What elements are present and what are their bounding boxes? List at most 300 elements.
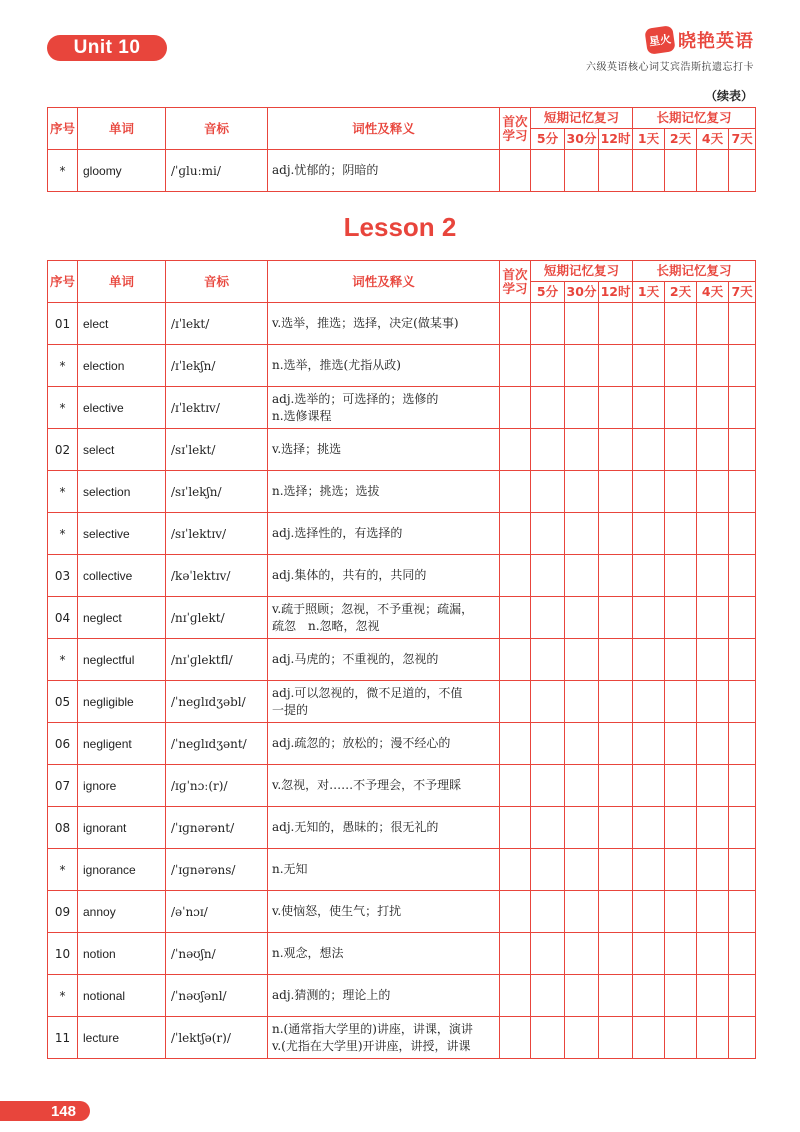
review-checkbox-cell[interactable] <box>531 150 565 192</box>
review-checkbox-cell[interactable] <box>531 597 565 639</box>
row-meaning-line: v.忽视，对……不予理会，不予理睬 <box>272 778 462 792</box>
row-word: negligible <box>78 681 166 723</box>
review-checkbox-cell[interactable] <box>531 555 565 597</box>
brand-subtitle: 六级英语核心词艾宾浩斯抗遗忘打卡 <box>586 62 754 73</box>
review-checkbox-cell[interactable] <box>729 639 756 681</box>
continued-label: （续表） <box>704 89 753 103</box>
row-index: 04 <box>48 597 78 639</box>
review-checkbox-cell[interactable] <box>500 639 531 681</box>
row-meaning-line: adj.可以忽视的，微不足道的，不值 <box>272 685 463 700</box>
review-checkbox-cell[interactable] <box>697 513 729 555</box>
row-phonetic: /ˈlektʃə(r)/ <box>166 1017 268 1059</box>
review-checkbox-cell[interactable] <box>531 933 565 975</box>
header-interval: 12时 <box>599 129 633 150</box>
review-checkbox-cell[interactable] <box>599 891 633 933</box>
review-checkbox-cell[interactable] <box>665 807 697 849</box>
review-checkbox-cell[interactable] <box>565 555 599 597</box>
review-checkbox-cell[interactable] <box>697 345 729 387</box>
row-phonetic: /ɪˈlekt/ <box>166 303 268 345</box>
review-checkbox-cell[interactable] <box>500 387 531 429</box>
review-checkbox-cell[interactable] <box>500 597 531 639</box>
review-checkbox-cell[interactable] <box>697 723 729 765</box>
row-meaning <box>268 387 500 429</box>
row-word: elective <box>78 387 166 429</box>
row-meaning-line: n.选修课程 <box>272 408 332 423</box>
review-checkbox-cell[interactable] <box>697 639 729 681</box>
row-word: election <box>78 345 166 387</box>
review-checkbox-cell[interactable] <box>729 891 756 933</box>
review-checkbox-cell[interactable] <box>697 597 729 639</box>
header-interval: 7天 <box>729 129 756 150</box>
table-row <box>48 387 756 429</box>
review-checkbox-cell[interactable] <box>599 765 633 807</box>
row-index: * <box>48 471 78 513</box>
review-checkbox-cell[interactable] <box>565 849 599 891</box>
header-long-term: 长期记忆复习 <box>633 108 756 129</box>
review-checkbox-cell[interactable] <box>500 723 531 765</box>
row-phonetic: /ˈɪɡnərənt/ <box>166 807 268 849</box>
review-checkbox-cell[interactable] <box>599 150 633 192</box>
table-row <box>48 975 756 1017</box>
review-checkbox-cell[interactable] <box>633 387 665 429</box>
review-checkbox-cell[interactable] <box>665 849 697 891</box>
header-interval: 7天 <box>729 282 756 303</box>
row-phonetic: /ɪˈlekʃn/ <box>166 345 268 387</box>
row-phonetic: /sɪˈlektɪv/ <box>166 513 268 555</box>
row-meaning-line: adj.马虎的；不重视的，忽视的 <box>272 652 439 666</box>
row-phonetic: /kəˈlektɪv/ <box>166 555 268 597</box>
row-meaning-line: adj.集体的，共有的，共同的 <box>272 568 427 582</box>
row-word: collective <box>78 555 166 597</box>
review-checkbox-cell[interactable] <box>531 639 565 681</box>
review-checkbox-cell[interactable] <box>531 303 565 345</box>
header-interval: 4天 <box>697 129 729 150</box>
row-index: 05 <box>48 681 78 723</box>
review-checkbox-cell[interactable] <box>599 429 633 471</box>
row-word: selective <box>78 513 166 555</box>
review-checkbox-cell[interactable] <box>729 849 756 891</box>
row-word: neglectful <box>78 639 166 681</box>
review-checkbox-cell[interactable] <box>697 681 729 723</box>
review-checkbox-cell[interactable] <box>500 765 531 807</box>
review-checkbox-cell[interactable] <box>531 471 565 513</box>
review-checkbox-cell[interactable] <box>633 975 665 1017</box>
review-checkbox-cell[interactable] <box>565 387 599 429</box>
row-index: 07 <box>48 765 78 807</box>
row-phonetic: /ɪˈlektɪv/ <box>166 387 268 429</box>
row-index: 02 <box>48 429 78 471</box>
row-phonetic: /ɪɡˈnɔː(r)/ <box>166 765 268 807</box>
review-checkbox-cell[interactable] <box>633 513 665 555</box>
row-word: lecture <box>78 1017 166 1059</box>
row-word: ignore <box>78 765 166 807</box>
review-checkbox-cell[interactable] <box>531 1017 565 1059</box>
review-checkbox-cell[interactable] <box>633 555 665 597</box>
row-meaning <box>268 681 500 723</box>
header-interval: 2天 <box>665 282 697 303</box>
header-meaning: 词性及释义 <box>268 108 500 150</box>
header-phonetic: 音标 <box>166 261 268 303</box>
review-checkbox-cell[interactable] <box>633 303 665 345</box>
table-row <box>48 723 756 765</box>
row-meaning-line: v.(尤指在大学里)开讲座，讲授，讲课 <box>272 1038 471 1053</box>
review-checkbox-cell[interactable] <box>729 807 756 849</box>
row-index: 09 <box>48 891 78 933</box>
review-checkbox-cell[interactable] <box>697 975 729 1017</box>
row-word: annoy <box>78 891 166 933</box>
row-phonetic: /ˈɪɡnərəns/ <box>166 849 268 891</box>
review-checkbox-cell[interactable] <box>633 807 665 849</box>
review-checkbox-cell[interactable] <box>633 1017 665 1059</box>
review-checkbox-cell[interactable] <box>565 891 599 933</box>
table-row <box>48 807 756 849</box>
review-checkbox-cell[interactable] <box>500 681 531 723</box>
row-phonetic: /sɪˈlekʃn/ <box>166 471 268 513</box>
review-checkbox-cell[interactable] <box>729 513 756 555</box>
review-checkbox-cell[interactable] <box>665 555 697 597</box>
review-checkbox-cell[interactable] <box>500 975 531 1017</box>
table-row <box>48 513 756 555</box>
table-row <box>48 597 756 639</box>
review-checkbox-cell[interactable] <box>697 555 729 597</box>
review-checkbox-cell[interactable] <box>729 471 756 513</box>
review-checkbox-cell[interactable] <box>729 975 756 1017</box>
review-checkbox-cell[interactable] <box>697 429 729 471</box>
row-word: negligent <box>78 723 166 765</box>
row-word: selection <box>78 471 166 513</box>
header-interval: 5分 <box>531 282 565 303</box>
row-phonetic: /ˈneɡlɪdʒənt/ <box>166 723 268 765</box>
review-checkbox-cell[interactable] <box>729 1017 756 1059</box>
review-checkbox-cell[interactable] <box>633 765 665 807</box>
lesson-vocab-table <box>47 260 756 1059</box>
row-meaning-line: adj.忧郁的；阴暗的 <box>272 163 379 177</box>
review-checkbox-cell[interactable] <box>665 639 697 681</box>
row-meaning-line: adj.猜测的；理论上的 <box>272 988 391 1002</box>
review-checkbox-cell[interactable] <box>531 513 565 555</box>
review-checkbox-cell[interactable] <box>565 303 599 345</box>
brand-header <box>586 27 754 73</box>
header-first-study: 首次学习 <box>500 108 531 150</box>
row-meaning <box>268 345 500 387</box>
review-checkbox-cell[interactable] <box>500 303 531 345</box>
table-row <box>48 1017 756 1059</box>
review-checkbox-cell[interactable] <box>665 1017 697 1059</box>
row-meaning-line: adj.无知的，愚昧的；很无礼的 <box>272 820 439 834</box>
row-phonetic: /nɪˈɡlekt/ <box>166 597 268 639</box>
review-checkbox-cell[interactable] <box>599 975 633 1017</box>
row-meaning-line: n.(通常指大学里的)讲座，讲课，演讲 <box>272 1021 473 1036</box>
table-header-row <box>48 261 756 282</box>
review-checkbox-cell[interactable] <box>697 150 729 192</box>
review-checkbox-cell[interactable] <box>531 429 565 471</box>
review-checkbox-cell[interactable] <box>500 891 531 933</box>
review-checkbox-cell[interactable] <box>565 807 599 849</box>
table-row <box>48 471 756 513</box>
row-meaning <box>268 555 500 597</box>
review-checkbox-cell[interactable] <box>633 639 665 681</box>
review-checkbox-cell[interactable] <box>500 933 531 975</box>
row-meaning <box>268 513 500 555</box>
row-meaning-line: n.选择；挑选；选拔 <box>272 484 380 498</box>
review-checkbox-cell[interactable] <box>729 765 756 807</box>
review-checkbox-cell[interactable] <box>599 345 633 387</box>
brand-name: 晓艳英语 <box>678 31 754 52</box>
row-phonetic: /nɪˈɡlektfl/ <box>166 639 268 681</box>
header-index: 序号 <box>48 261 78 303</box>
review-checkbox-cell[interactable] <box>697 849 729 891</box>
review-checkbox-cell[interactable] <box>697 891 729 933</box>
review-checkbox-cell[interactable] <box>500 555 531 597</box>
review-checkbox-cell[interactable] <box>729 150 756 192</box>
row-meaning-line: adj.选举的；可选择的；选修的 <box>272 391 439 406</box>
review-checkbox-cell[interactable] <box>599 555 633 597</box>
row-meaning-line: v.使恼怒，使生气；打扰 <box>272 904 402 918</box>
row-word: notion <box>78 933 166 975</box>
review-checkbox-cell[interactable] <box>665 429 697 471</box>
header-interval: 2天 <box>665 129 697 150</box>
table-row <box>48 681 756 723</box>
review-checkbox-cell[interactable] <box>565 150 599 192</box>
review-checkbox-cell[interactable] <box>599 639 633 681</box>
review-checkbox-cell[interactable] <box>697 387 729 429</box>
table-row <box>48 891 756 933</box>
header-interval: 30分 <box>565 282 599 303</box>
review-checkbox-cell[interactable] <box>665 513 697 555</box>
review-checkbox-cell[interactable] <box>633 933 665 975</box>
review-checkbox-cell[interactable] <box>665 150 697 192</box>
review-checkbox-cell[interactable] <box>500 513 531 555</box>
row-word: elect <box>78 303 166 345</box>
review-checkbox-cell[interactable] <box>729 429 756 471</box>
row-meaning <box>268 807 500 849</box>
row-meaning-line: v.选择；挑选 <box>272 442 342 456</box>
row-meaning-line: n.无知 <box>272 862 308 876</box>
review-checkbox-cell[interactable] <box>729 387 756 429</box>
table-row <box>48 639 756 681</box>
header-interval: 12时 <box>599 282 633 303</box>
review-checkbox-cell[interactable] <box>599 723 633 765</box>
row-index: 11 <box>48 1017 78 1059</box>
unit-badge: Unit 10 <box>47 35 167 61</box>
header-short-term: 短期记忆复习 <box>531 261 633 282</box>
row-index: * <box>48 345 78 387</box>
review-checkbox-cell[interactable] <box>531 723 565 765</box>
table-row <box>48 150 756 192</box>
review-checkbox-cell[interactable] <box>633 849 665 891</box>
row-word: neglect <box>78 597 166 639</box>
review-checkbox-cell[interactable] <box>697 303 729 345</box>
table-row <box>48 345 756 387</box>
row-word: notional <box>78 975 166 1017</box>
review-checkbox-cell[interactable] <box>565 975 599 1017</box>
header-interval: 1天 <box>633 282 665 303</box>
review-checkbox-cell[interactable] <box>665 471 697 513</box>
review-checkbox-cell[interactable] <box>500 849 531 891</box>
row-meaning <box>268 849 500 891</box>
review-checkbox-cell[interactable] <box>565 597 599 639</box>
table-row <box>48 303 756 345</box>
review-checkbox-cell[interactable] <box>565 723 599 765</box>
row-index: * <box>48 639 78 681</box>
review-checkbox-cell[interactable] <box>665 681 697 723</box>
row-meaning <box>268 597 500 639</box>
review-checkbox-cell[interactable] <box>565 1017 599 1059</box>
row-index: 01 <box>48 303 78 345</box>
row-meaning <box>268 933 500 975</box>
review-checkbox-cell[interactable] <box>599 807 633 849</box>
review-checkbox-cell[interactable] <box>531 387 565 429</box>
review-checkbox-cell[interactable] <box>633 471 665 513</box>
row-word: ignorance <box>78 849 166 891</box>
row-meaning-line: 疏忽 n.忽略，忽视 <box>272 618 380 633</box>
header-word: 单词 <box>78 108 166 150</box>
review-checkbox-cell[interactable] <box>729 345 756 387</box>
row-index: * <box>48 513 78 555</box>
review-checkbox-cell[interactable] <box>633 597 665 639</box>
review-checkbox-cell[interactable] <box>565 639 599 681</box>
header-word: 单词 <box>78 261 166 303</box>
row-meaning-line: n.选举，推选(尤指从政) <box>272 358 401 372</box>
table-row <box>48 765 756 807</box>
review-checkbox-cell[interactable] <box>729 933 756 975</box>
header-index: 序号 <box>48 108 78 150</box>
row-index: * <box>48 387 78 429</box>
review-checkbox-cell[interactable] <box>665 891 697 933</box>
row-index: 03 <box>48 555 78 597</box>
row-meaning <box>268 1017 500 1059</box>
review-checkbox-cell[interactable] <box>500 1017 531 1059</box>
header-interval: 30分 <box>565 129 599 150</box>
review-checkbox-cell[interactable] <box>633 429 665 471</box>
review-checkbox-cell[interactable] <box>665 975 697 1017</box>
review-checkbox-cell[interactable] <box>697 933 729 975</box>
brand-logo: 星火 <box>644 25 675 55</box>
row-phonetic: /ˈneɡlɪdʒəbl/ <box>166 681 268 723</box>
review-checkbox-cell[interactable] <box>565 513 599 555</box>
row-meaning <box>268 429 500 471</box>
row-index: * <box>48 150 78 192</box>
review-checkbox-cell[interactable] <box>531 345 565 387</box>
row-meaning-line: adj.选择性的，有选择的 <box>272 526 403 540</box>
row-meaning <box>268 303 500 345</box>
table-row <box>48 933 756 975</box>
table-row <box>48 429 756 471</box>
row-index: 10 <box>48 933 78 975</box>
row-meaning <box>268 639 500 681</box>
review-checkbox-cell[interactable] <box>565 471 599 513</box>
header-long-term: 长期记忆复习 <box>633 261 756 282</box>
row-phonetic: /sɪˈlekt/ <box>166 429 268 471</box>
review-checkbox-cell[interactable] <box>599 1017 633 1059</box>
review-checkbox-cell[interactable] <box>697 765 729 807</box>
review-checkbox-cell[interactable] <box>531 807 565 849</box>
row-meaning <box>268 723 500 765</box>
table-row <box>48 849 756 891</box>
row-meaning-line: 一提的 <box>272 702 309 717</box>
review-checkbox-cell[interactable] <box>665 933 697 975</box>
review-checkbox-cell[interactable] <box>633 723 665 765</box>
review-checkbox-cell[interactable] <box>565 681 599 723</box>
review-checkbox-cell[interactable] <box>531 975 565 1017</box>
review-checkbox-cell[interactable] <box>665 765 697 807</box>
review-checkbox-cell[interactable] <box>599 597 633 639</box>
review-checkbox-cell[interactable] <box>500 150 531 192</box>
row-index: * <box>48 975 78 1017</box>
row-meaning <box>268 975 500 1017</box>
row-meaning <box>268 765 500 807</box>
review-checkbox-cell[interactable] <box>665 303 697 345</box>
review-checkbox-cell[interactable] <box>500 807 531 849</box>
header-short-term: 短期记忆复习 <box>531 108 633 129</box>
review-checkbox-cell[interactable] <box>633 891 665 933</box>
review-checkbox-cell[interactable] <box>599 933 633 975</box>
row-meaning <box>268 471 500 513</box>
review-checkbox-cell[interactable] <box>729 723 756 765</box>
table-row <box>48 555 756 597</box>
review-checkbox-cell[interactable] <box>633 681 665 723</box>
review-checkbox-cell[interactable] <box>500 345 531 387</box>
review-checkbox-cell[interactable] <box>729 303 756 345</box>
review-checkbox-cell[interactable] <box>531 891 565 933</box>
row-phonetic: /ˈnəʊʃənl/ <box>166 975 268 1017</box>
review-checkbox-cell[interactable] <box>500 471 531 513</box>
row-index: 08 <box>48 807 78 849</box>
review-checkbox-cell[interactable] <box>531 681 565 723</box>
header-meaning: 词性及释义 <box>268 261 500 303</box>
header-interval: 4天 <box>697 282 729 303</box>
review-checkbox-cell[interactable] <box>665 345 697 387</box>
review-checkbox-cell[interactable] <box>665 723 697 765</box>
review-checkbox-cell[interactable] <box>500 429 531 471</box>
row-phonetic: /ˈnəʊʃn/ <box>166 933 268 975</box>
row-meaning <box>268 150 500 192</box>
header-interval: 5分 <box>531 129 565 150</box>
review-checkbox-cell[interactable] <box>697 1017 729 1059</box>
row-index: * <box>48 849 78 891</box>
review-checkbox-cell[interactable] <box>665 597 697 639</box>
review-checkbox-cell[interactable] <box>729 555 756 597</box>
review-checkbox-cell[interactable] <box>531 765 565 807</box>
review-checkbox-cell[interactable] <box>565 429 599 471</box>
row-meaning <box>268 891 500 933</box>
review-checkbox-cell[interactable] <box>697 471 729 513</box>
header-phonetic: 音标 <box>166 108 268 150</box>
row-meaning-line: v.疏于照顾；忽视，不予重视；疏漏， <box>272 601 474 616</box>
review-checkbox-cell[interactable] <box>729 681 756 723</box>
review-checkbox-cell[interactable] <box>565 765 599 807</box>
review-checkbox-cell[interactable] <box>565 345 599 387</box>
review-checkbox-cell[interactable] <box>599 387 633 429</box>
review-checkbox-cell[interactable] <box>633 345 665 387</box>
review-checkbox-cell[interactable] <box>599 513 633 555</box>
review-checkbox-cell[interactable] <box>565 933 599 975</box>
review-checkbox-cell[interactable] <box>599 303 633 345</box>
review-checkbox-cell[interactable] <box>697 807 729 849</box>
row-word: ignorant <box>78 807 166 849</box>
review-checkbox-cell[interactable] <box>665 387 697 429</box>
review-checkbox-cell[interactable] <box>729 597 756 639</box>
header-interval: 1天 <box>633 129 665 150</box>
review-checkbox-cell[interactable] <box>599 471 633 513</box>
review-checkbox-cell[interactable] <box>599 681 633 723</box>
review-checkbox-cell[interactable] <box>599 849 633 891</box>
continued-vocab-table <box>47 107 756 192</box>
header-first-study: 首次学习 <box>500 261 531 303</box>
review-checkbox-cell[interactable] <box>531 849 565 891</box>
review-checkbox-cell[interactable] <box>633 150 665 192</box>
row-meaning-line: v.选举，推选；选择，决定(做某事) <box>272 316 459 330</box>
